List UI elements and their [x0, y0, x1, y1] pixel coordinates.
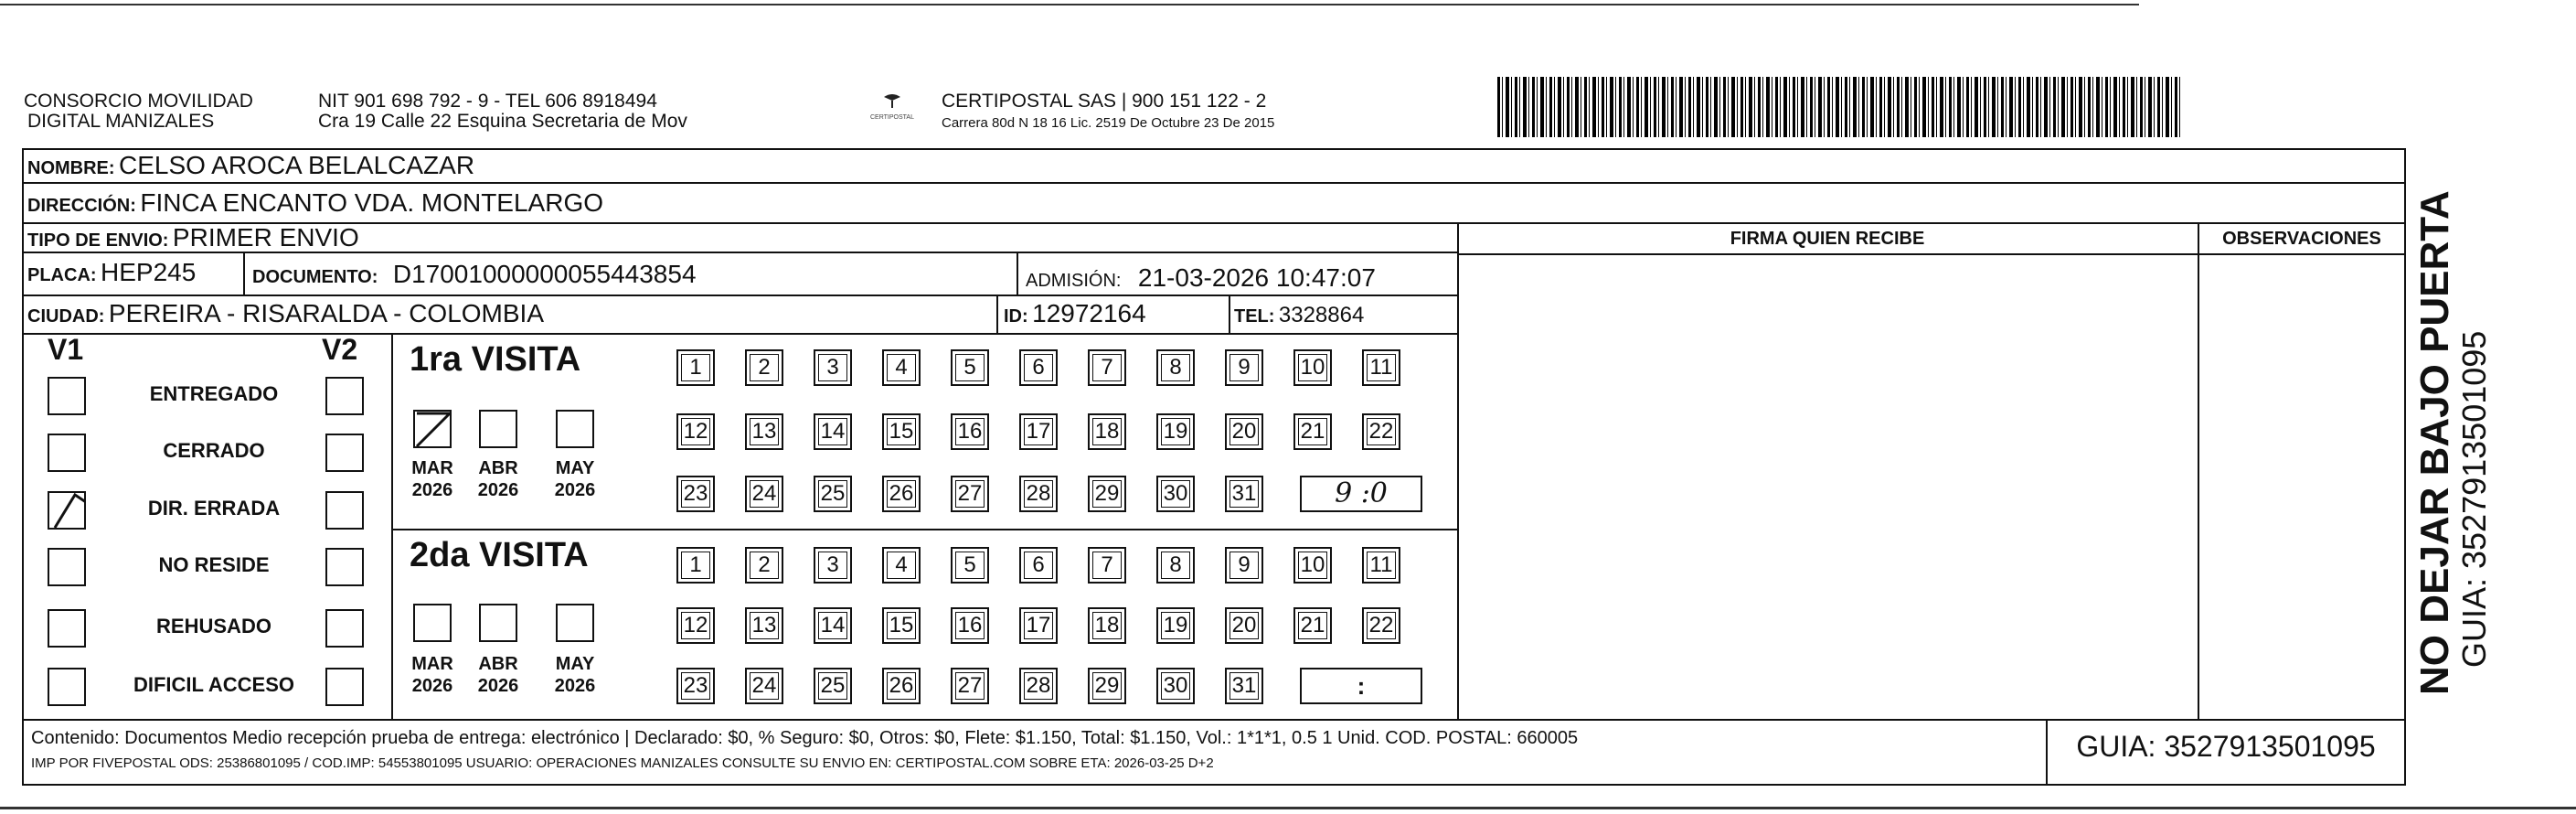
carrier-address: Carrera 80d N 18 16 Lic. 2519 De Octubre 23 De 2015 — [942, 115, 1275, 131]
visit1-day-11[interactable]: 11 — [1362, 349, 1400, 386]
visit1-day-6[interactable]: 6 — [1019, 349, 1058, 386]
visit1-day-12[interactable]: 12 — [676, 413, 715, 450]
visit2-month-label: MAY — [555, 654, 595, 674]
visit1-day-17[interactable]: 17 — [1019, 413, 1058, 450]
status-label: DIFICIL ACCESO — [133, 673, 294, 696]
id-value: 12972164 — [1032, 299, 1146, 327]
visit2-day-5[interactable]: 5 — [951, 547, 989, 584]
visit1-day-14[interactable]: 14 — [814, 413, 852, 450]
status-label: CERRADO — [163, 439, 265, 462]
status-label: NO RESIDE — [158, 553, 270, 576]
rule — [243, 252, 245, 295]
ciudad-field — [27, 298, 544, 334]
placa-field — [27, 257, 196, 293]
visit1-day-29[interactable]: 29 — [1088, 476, 1126, 512]
v1-label: V1 — [48, 333, 84, 366]
rule — [996, 295, 998, 333]
visit2-month-year: 2026 — [411, 676, 453, 696]
v1-checkbox[interactable] — [48, 609, 86, 648]
ciudad-label: CIUDAD: — [27, 306, 105, 327]
sender-nit: NIT 901 698 792 - 9 - TEL 606 8918494 — [318, 91, 657, 112]
visit2-day-20[interactable]: 20 — [1225, 607, 1263, 644]
visit1-title: 1ra VISITA — [410, 340, 581, 379]
visit1-day-22[interactable]: 22 — [1362, 413, 1400, 450]
visit1-day-8[interactable]: 8 — [1156, 349, 1195, 386]
carrier-logo-icon — [882, 91, 902, 110]
carrier-logo-text: CERTIPOSTAL — [870, 114, 914, 121]
visit1-day-25[interactable]: 25 — [814, 476, 852, 512]
check-mark-icon — [413, 410, 452, 448]
visit2-day-16[interactable]: 16 — [951, 607, 989, 644]
visit2-day-31[interactable]: 31 — [1225, 668, 1263, 704]
visit1-day-20[interactable]: 20 — [1225, 413, 1263, 450]
nombre-row — [27, 150, 474, 186]
status-label: DIR. ERRADA — [147, 497, 281, 519]
visit2-month-checkbox[interactable] — [413, 604, 452, 642]
visit1-day-15[interactable]: 15 — [882, 413, 921, 450]
v1-checkbox[interactable] — [48, 434, 86, 472]
visit2-day-28[interactable]: 28 — [1019, 668, 1058, 704]
visit2-day-2[interactable]: 2 — [745, 547, 783, 584]
visit2-day-30[interactable]: 30 — [1156, 668, 1195, 704]
v1-checkbox[interactable] — [48, 377, 86, 415]
visit2-day-25[interactable]: 25 — [814, 668, 852, 704]
visit1-day-13[interactable]: 13 — [745, 413, 783, 450]
visit1-month-label: ABR — [478, 458, 518, 478]
visit2-day-26[interactable]: 26 — [882, 668, 921, 704]
v1-checkbox[interactable] — [48, 548, 86, 586]
visit1-day-19[interactable]: 19 — [1156, 413, 1195, 450]
visit1-day-10[interactable]: 10 — [1293, 349, 1332, 386]
carrier-name: CERTIPOSTAL SAS | 900 151 122 - 2 — [942, 91, 1267, 112]
v1-checkbox[interactable] — [48, 491, 86, 530]
firma-header: FIRMA QUIEN RECIBE — [1730, 229, 1925, 249]
admision-value: 21-03-2026 10:47:07 — [1137, 263, 1376, 292]
visit1-day-9[interactable]: 9 — [1225, 349, 1263, 386]
visit2-day-7[interactable]: 7 — [1088, 547, 1126, 584]
tel-value: 3328864 — [1278, 303, 1365, 327]
visit2-day-8[interactable]: 8 — [1156, 547, 1195, 584]
id-label: ID: — [1004, 306, 1028, 327]
v2-checkbox[interactable] — [325, 434, 364, 472]
visit2-title: 2da VISITA — [410, 536, 589, 574]
visit2-day-24[interactable]: 24 — [745, 668, 783, 704]
visit2-day-11[interactable]: 11 — [1362, 547, 1400, 584]
visit1-day-1[interactable]: 1 — [676, 349, 715, 386]
v2-checkbox[interactable] — [325, 668, 364, 706]
visit2-day-19[interactable]: 19 — [1156, 607, 1195, 644]
visit1-month-label: MAR — [411, 458, 453, 478]
visit2-day-13[interactable]: 13 — [745, 607, 783, 644]
visit1-day-7[interactable]: 7 — [1088, 349, 1126, 386]
visit2-month-checkbox[interactable] — [556, 604, 594, 642]
footer-contenido: Contenido: Documentos Medio recepción prueba de entrega: electrónico | Declarado: $0, % Seguro: $0, Otros: $0, Flete: $1.150, Total: $1.150, Vol.: 1*1*1, 0.5 1 Unid. COD. POSTAL: 660005 — [31, 728, 1579, 748]
visit1-day-23[interactable]: 23 — [676, 476, 715, 512]
sender-address: Cra 19 Calle 22 Esquina Secretaria de Mov — [318, 111, 687, 132]
visit1-time-box[interactable]: 9 :0 — [1300, 476, 1422, 512]
side-guia: GUIA: 3527913501095 — [2455, 330, 2493, 668]
visit2-day-18[interactable]: 18 — [1088, 607, 1126, 644]
visit1-day-28[interactable]: 28 — [1019, 476, 1058, 512]
documento-value: D17001000000055443854 — [392, 260, 697, 288]
visit2-day-29[interactable]: 29 — [1088, 668, 1126, 704]
documento-label: DOCUMENTO: — [252, 267, 378, 287]
visit1-month-year: 2026 — [411, 480, 453, 500]
visit1-day-18[interactable]: 18 — [1088, 413, 1126, 450]
status-label: ENTREGADO — [149, 382, 279, 405]
direccion-row — [27, 187, 603, 223]
top-rule — [0, 4, 2139, 5]
visit2-month-year: 2026 — [477, 676, 519, 696]
sender-name-1: CONSORCIO MOVILIDAD — [24, 91, 253, 112]
visit1-day-26[interactable]: 26 — [882, 476, 921, 512]
tipo-value: PRIMER ENVIO — [172, 223, 359, 252]
visit1-month-checkbox[interactable] — [479, 410, 517, 448]
tipo-label: TIPO DE ENVIO: — [27, 230, 169, 251]
visit2-day-23[interactable]: 23 — [676, 668, 715, 704]
visit2-day-4[interactable]: 4 — [882, 547, 921, 584]
sender-name-2: DIGITAL MANIZALES — [27, 111, 215, 132]
barcode — [1497, 77, 2183, 137]
visit2-day-27[interactable]: 27 — [951, 668, 989, 704]
visit1-month-year: 2026 — [477, 480, 519, 500]
visit1-month-label: MAY — [555, 458, 595, 478]
visit1-month-year: 2026 — [554, 480, 596, 500]
visit2-day-15[interactable]: 15 — [882, 607, 921, 644]
visit1-day-31[interactable]: 31 — [1225, 476, 1263, 512]
tel-field — [1234, 300, 1364, 334]
guia-box: GUIA: 3527913501095 — [2076, 730, 2376, 763]
visit2-month-label: MAR — [411, 654, 453, 674]
visit2-time-box[interactable]: : — [1300, 668, 1422, 704]
side-note — [2413, 146, 2496, 695]
tel-label: TEL: — [1234, 306, 1275, 327]
bottom-rule — [0, 807, 2576, 809]
visit2-day-10[interactable]: 10 — [1293, 547, 1332, 584]
id-field — [1004, 298, 1146, 334]
visit1-day-24[interactable]: 24 — [745, 476, 783, 512]
direccion-value: FINCA ENCANTO VDA. MONTELARGO — [140, 188, 604, 217]
nombre-value: CELSO AROCA BELALCAZAR — [119, 151, 475, 179]
direccion-label: DIRECCIÓN: — [27, 196, 136, 216]
visit1-day-21[interactable]: 21 — [1293, 413, 1332, 450]
nombre-label: NOMBRE: — [27, 158, 115, 178]
rule — [2198, 222, 2199, 719]
rule — [391, 529, 1457, 530]
status-label: REHUSADO — [156, 615, 271, 637]
v2-checkbox[interactable] — [325, 377, 364, 415]
visit1-day-2[interactable]: 2 — [745, 349, 783, 386]
visit2-day-1[interactable]: 1 — [676, 547, 715, 584]
visit2-day-3[interactable]: 3 — [814, 547, 852, 584]
visit2-day-21[interactable]: 21 — [1293, 607, 1332, 644]
rule — [22, 719, 2406, 721]
placa-label: PLACA: — [27, 265, 97, 285]
visit2-month-checkbox[interactable] — [479, 604, 517, 642]
v2-label: V2 — [322, 333, 358, 366]
visit2-day-17[interactable]: 17 — [1019, 607, 1058, 644]
visit2-day-22[interactable]: 22 — [1362, 607, 1400, 644]
visit1-day-30[interactable]: 30 — [1156, 476, 1195, 512]
observaciones-header: OBSERVACIONES — [2222, 229, 2381, 249]
visit2-day-9[interactable]: 9 — [1225, 547, 1263, 584]
visit2-day-12[interactable]: 12 — [676, 607, 715, 644]
side-no-dejar: NO DEJAR BAJO PUERTA — [2412, 190, 2457, 695]
v1-checkbox[interactable] — [48, 668, 86, 706]
placa-value: HEP245 — [101, 258, 197, 286]
visit1-day-3[interactable]: 3 — [814, 349, 852, 386]
rule — [1457, 222, 1459, 719]
ciudad-value: PEREIRA - RISARALDA - COLOMBIA — [108, 299, 545, 327]
admision-field — [1026, 262, 1376, 298]
rule — [1017, 252, 1018, 295]
documento-field — [252, 259, 697, 295]
v2-checkbox[interactable] — [325, 548, 364, 586]
visit1-month-checkbox[interactable] — [413, 410, 452, 448]
visit2-month-label: ABR — [478, 654, 518, 674]
visit2-day-14[interactable]: 14 — [814, 607, 852, 644]
rule — [1229, 295, 1230, 333]
check-mark-icon — [48, 491, 86, 530]
admision-label: ADMISIÓN: — [1026, 271, 1122, 291]
v2-checkbox[interactable] — [325, 609, 364, 648]
visit2-month-year: 2026 — [554, 676, 596, 696]
visit2-day-6[interactable]: 6 — [1019, 547, 1058, 584]
tipo-row — [27, 222, 359, 258]
visit1-month-checkbox[interactable] — [556, 410, 594, 448]
visit1-day-4[interactable]: 4 — [882, 349, 921, 386]
carrier-logo — [867, 91, 918, 122]
visit1-day-27[interactable]: 27 — [951, 476, 989, 512]
visit1-day-16[interactable]: 16 — [951, 413, 989, 450]
v2-checkbox[interactable] — [325, 491, 364, 530]
rule — [1457, 253, 2406, 255]
visit1-day-5[interactable]: 5 — [951, 349, 989, 386]
rule — [391, 333, 393, 719]
footer-imp: IMP POR FIVEPOSTAL ODS: 25386801095 / COD.IMP: 54553801095 USUARIO: OPERACIONES MANIZALES CONSULTE SU ENVIO EN: CERTIPOSTAL.COM SOBRE ETA: 2026-03-25 D+2 — [31, 755, 1214, 771]
